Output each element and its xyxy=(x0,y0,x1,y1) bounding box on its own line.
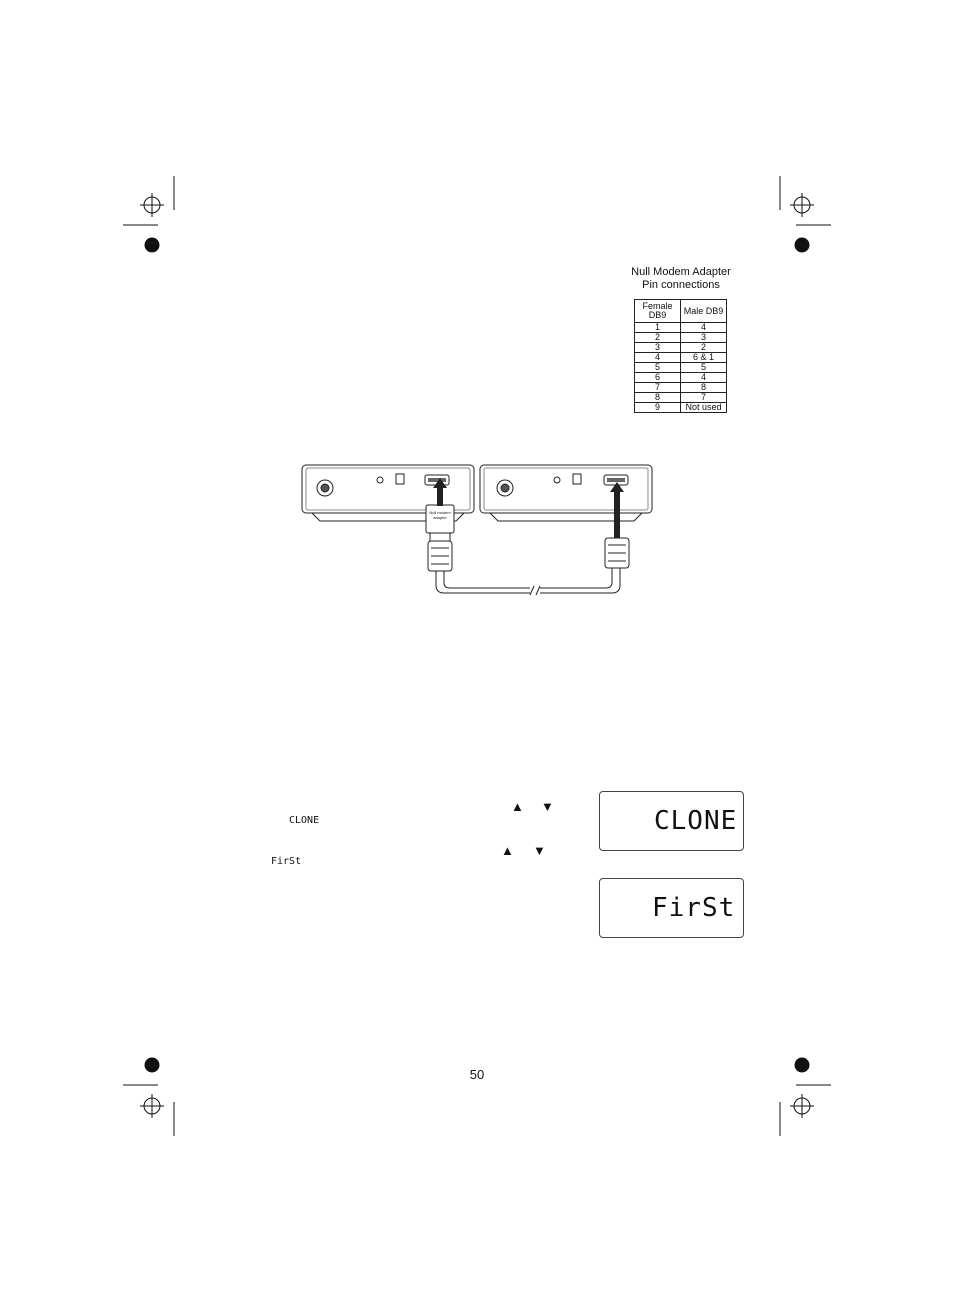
male-pin: 3 xyxy=(681,333,727,343)
scanner-rear-right xyxy=(480,465,652,521)
female-pin: 4 xyxy=(635,353,681,363)
male-pin: 4 xyxy=(681,323,727,333)
header-female: Female DB9 xyxy=(635,300,681,323)
db9-connector-left xyxy=(428,541,452,571)
table-row xyxy=(635,353,727,363)
table-row xyxy=(635,333,727,343)
adapter-label: Null modem adapter xyxy=(429,510,451,520)
db9-connector-right xyxy=(605,538,629,568)
male-pin: 8 xyxy=(681,383,727,393)
table-row xyxy=(635,383,727,393)
female-pin: 6 xyxy=(635,373,681,383)
table-title-line1: Null Modem Adapter xyxy=(631,266,731,278)
female-pin: 7 xyxy=(635,383,681,393)
female-pin: 8 xyxy=(635,393,681,403)
registration-mark-bottom-left xyxy=(123,1058,174,1136)
table-row xyxy=(635,323,727,333)
male-pin: 7 xyxy=(681,393,727,403)
table-row xyxy=(635,373,727,383)
pin-connections-table xyxy=(634,299,727,413)
female-pin: 9 xyxy=(635,403,681,413)
registration-mark-top-right xyxy=(780,176,831,252)
table-title xyxy=(606,266,756,292)
registration-mark-bottom-right xyxy=(780,1058,831,1136)
female-pin: 5 xyxy=(635,363,681,373)
table-title-line2: Pin connections xyxy=(642,279,720,291)
male-pin: 5 xyxy=(681,363,727,373)
female-pin: 2 xyxy=(635,333,681,343)
table-header-row xyxy=(635,300,727,323)
table-row xyxy=(635,403,727,413)
registration-mark-top-left xyxy=(123,176,174,252)
up-arrow-icon: ▲ xyxy=(511,799,524,814)
male-pin: 2 xyxy=(681,343,727,353)
lcd-display-first xyxy=(599,878,744,938)
female-pin: 3 xyxy=(635,343,681,353)
first-inline-text: FirSt xyxy=(271,856,302,867)
page-number: 50 xyxy=(469,1067,485,1082)
female-pin: 1 xyxy=(635,323,681,333)
down-arrow-icon: ▼ xyxy=(533,843,546,858)
lcd-display-clone xyxy=(599,791,744,851)
header-male: Male DB9 xyxy=(681,300,727,323)
lcd-first-text: FirSt xyxy=(652,893,736,923)
clone-inline-text: CLONE xyxy=(289,815,320,826)
male-pin: 6 & 1 xyxy=(681,353,727,363)
table-row xyxy=(635,393,727,403)
male-pin: Not used xyxy=(681,403,727,413)
lcd-clone-text: CLONE xyxy=(654,806,738,836)
up-arrow-icon: ▲ xyxy=(501,843,514,858)
down-arrow-icon: ▼ xyxy=(541,799,554,814)
serial-cable xyxy=(436,568,620,595)
male-pin: 4 xyxy=(681,373,727,383)
table-row xyxy=(635,343,727,353)
table-row xyxy=(635,363,727,373)
